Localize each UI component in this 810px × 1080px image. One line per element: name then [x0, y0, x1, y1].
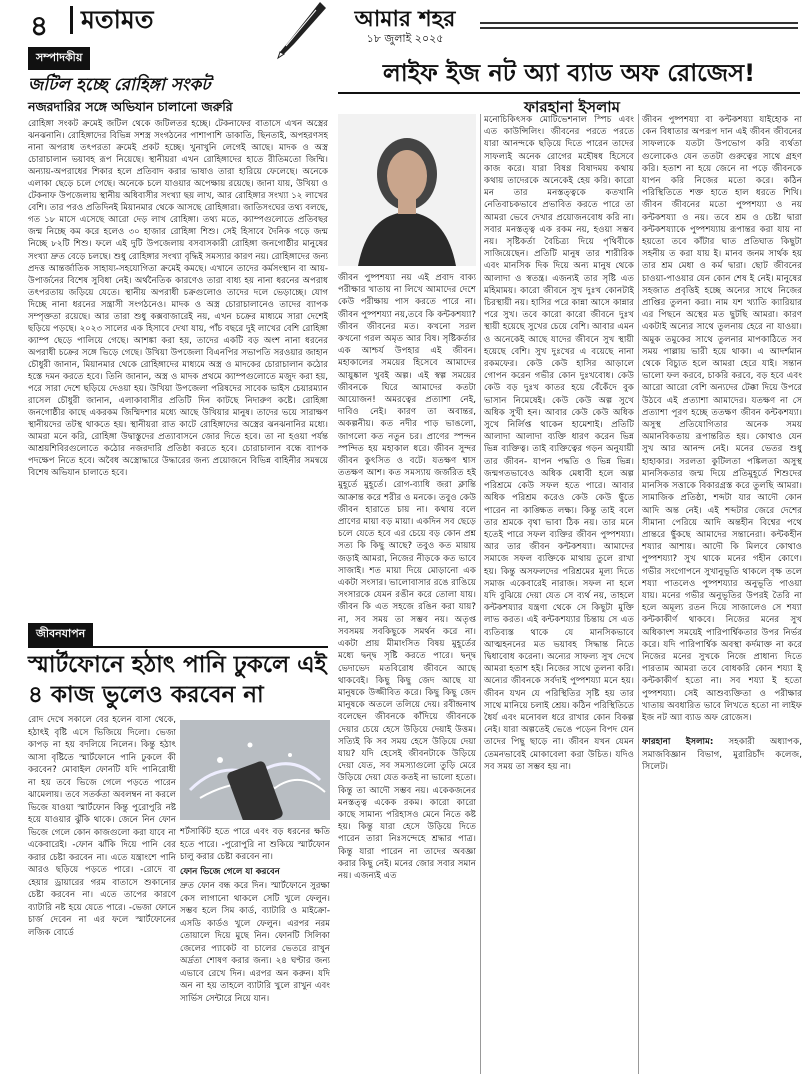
- phone-splash-photo: [180, 720, 330, 820]
- lifestyle-rule: [28, 646, 328, 648]
- newspaper-name: আমার শহর: [354, 6, 456, 32]
- lifestyle-label: জীবনযাপন: [28, 623, 93, 646]
- article-title-rule: [338, 92, 800, 94]
- lifestyle-label-row: [28, 622, 328, 648]
- article-column-3-text: জীবন পুষ্পশয্যা বা কন্টকশয্যা যাইহোক না কেন বিধাতার অপরূপ দান এই জীবন জীবনের সাফল্যকে যতটা উপভোগ করি ব্যর্থতা গুলোকেও যেন ততটা গুরুত্বের সাথে গ্রহণ করি। হতাশ না হয়ে জেনে না পড়ে জীবনকে যাপন করি নিজের মতো করে। কঠিন পরিস্থিতিতে শক্ত হাতে হাল ধরতে শিখি। জীবন জীবনের মতো পুষ্পশয্যা ও নয় কন্টকশয্যা ও নয়। তবে শ্রম ও চেষ্টা দ্বারা কন্টকশয্যাকে পুষ্পশয্যায় রূপান্তর করা যায় না হয়তো তবে কাঁটার ঘাত প্রতিঘাত কিছুটা সহনীয় ত করা যায় ই। মানব জনম সার্থক হয় তার শ্রম মেধা ও কর্ম দ্বারা। ছোট জীবনের চাওয়া-পাওয়ার যেন কোন শেষ ই নেই। মানুষের সহজাত প্রবৃত্তিই হচ্ছে অন্যের সাথে নিজের প্রাপ্তির তুলনা করা। নাম যশ খ্যাতি ক্যারিয়ার এর পিছনে অস্থের মত ছুটছি আমরা। কারণ একটাই অন্যের সাথে তুলনায় হেরে না যাওয়া। অমুক তমুকের সাথে তুলনার মাপকাঠিতে সব সময় পাল্লায় ভারী হয়ে থাকা। এ আদর্শমান থেকে বিচ্যুত হলে আমরা হেরে যাই। সন্তান ভালো ফল করবে, চাকরি করবে, বড় হবে এবং আরো আরো বেশি অন্যদের টেক্কা দিয়ে উপরে উঠবে এই প্রত্যাশা আমাদের। যতক্ষণ না সে প্রত্যাশা পূরণ হচ্ছে ততক্ষণ জীবন কন্টকশয্যা। অসুস্থ প্রতিযোগিতার অনেক সময় অমানবিকতায় রূপান্তরিত হয়। কোথাও যেন সুখ আর আনন্দ নেই। মনের ভেতর শুধু হাহাকার। সরলতা কুটিলতা পঙ্কিলতা অসুস্থ মানসিকতার জন্ম দিয়ে প্রতিমুহূর্তে শিশুদের মানসিক সত্তাকে বিকারগ্রস্ত করে তুলছি আমরা। সামাজিক প্রতিষ্ঠা, শব্দটা যার আদৌ কোন আদি অন্ত নেই। এই শব্দটার জেরে দেশের সীমানা পেরিয়ে আদি অন্তহীন বিশ্বের পথে প্রান্তরে ছুঁকছে আমাদের সন্তানেরা। কন্টকহীন শয্যার আশায়। আদৌ কি মিলবে কোথাও পুষ্পশয্যা? সুখ থাকে মনের গহীন কোণে। গভীর সংগোপনে সুখানুভূতি থাকলে বৃক্ষ তলে শয্যা পাতলেও পুষ্পশয্যার অনুভূতি পাওয়া যায়। মনের গভীর অনুভূতির উপরই তৈরি না হলে অমূল্য রতন দিয়ে সাজালেও সে শয্যা কন্টকাকীর্ণ থাকবে। নিজের মনের সুখ অধিকাংশ সময়েই পারিপার্শ্বিকতার উপর নির্ভর করে। যদি পারিপার্শ্বিক অবস্থা কর্দমাক্ত না করে নিজের মনের সুখকে নিজে প্রাধান্য দিতে পারতাম আমরা তবে বোধকরি কোন শয্যা ই কন্টকাকীর্ণ হতো না। সব শয্যা ই হতো পুষ্পশয্যা। সেই আশুব্যক্তিতা ও পরীক্ষার খাতায় অবধারিত ভাবে লিখতে হতো না লাইফ ইজ নট অ্যা ব্যাড অফ রোজেস।: [642, 115, 802, 723]
- page-number: ৪: [30, 9, 49, 42]
- section-title: মতামত: [70, 6, 154, 34]
- publication-date: ১৮ জুলাই ২০২৫: [366, 32, 444, 45]
- author-portrait: [338, 114, 476, 266]
- lifestyle-title: স্মার্টফোনে হঠাৎ পানি ঢুকলে এই ৪ কাজ ভুলেও করবেন না: [28, 652, 327, 708]
- column-divider: [638, 114, 639, 1074]
- author-avatar-icon: [338, 114, 476, 266]
- editorial-title: জটিল হচ্ছে রোহিঙ্গা সংকট: [28, 75, 211, 95]
- article-column-1: জীবন পুষ্পশয্যা নয় এই প্রবাদ বাক্য পরীক্ষার খাতায় না লিখে আমাদের দেশে কেউ পরীক্ষায় পাস করতে পারে না। জীবন পুষ্পশয্যা নয়,তবে কি কন্টকশয্যা? জীবন জীবনের মত। কখনো সরল কখনো গরল অমৃত আর বিষ। সৃষ্টিকর্তার এক আশ্চর্য উপহার এই জীবন। মহাকালের সময়ের হিসেবে আমাদের আয়ুষ্কাল খুবই অল্প। এই স্বল্প সময়ের জীবনকে ঘিরে আমাদের কতটা আয়োজন! অমরত্বের প্রত্যাশা নেই, দাবিও নেই। কারণ তা অবান্তর, অকল্পনীয়। কত নদীর পাড় ভাঙলো, জাগলো কত নতুন চর। প্রাণের স্পন্দন স্পন্দিত হয় মহাকাল ধরে। জীবন সুন্দর জীবন কুৎসিত ও বটে। যতক্ষণ শ্বাস ততক্ষণ আশ। কত সমস্যায় জর্জরিত হই মুহূর্তে মুহূর্তে। রোগ-ব্যাধি জরা ক্লান্তি আক্রান্ত করে শরীর ও মনকে। তবুও কেউ জীবন হারাতে চায় না। কথায় বলে প্রাণের মায়া বড় মায়া। একদিন সব ছেড়ে চলে যেতে হবে এর চেয়ে বড় কোন প্রশ্ন সত্য কি কিছু আছে? তবুও কত মায়ায় জড়াই আমরা, নিজের নীড়কে কত ভাবে সাজাই। শত মায়া দিয়ে মোড়ানো এক একটা সংসার। ভালোবাসার রঙে রাঙিয়ে সংসারকে যেমন রঙীন করে তোলা যায়। জীবন কি এত সহজে রঙিন করা যায়? না, সব সময় তা সম্ভব নয়। অতৃপ্ত সবসময় সবকিছুকে সমর্থন করে না। একটা প্রায় মীমাংসিত বিষয় মুহূর্তের মধ্যে দ্বন্দ্ব সৃষ্টি করতে পারে। দ্বন্দ্ব ভেদাভেদ মতবিরোধ জীবনে আছে থাকবেই। কিছু কিছু জেদ আছে যা মানুষকে উজ্জীবিত করে। কিছু কিছু জেদ মানুষকে অতলে তলিয়ে দেয়। রবীন্দ্রনাথ বলেছেন জীবনকে কাঁদিয়ে জীবনকে দেয়ার চেয়ে হেসে উড়িয়ে দেয়াই উত্তম। সত্যিই কি সব সময় হেসে উড়িয়ে দেয়া যায়? যদি হেসেই জীবনটাকে উড়িয়ে দেয়া যেত, সব সমস্যাগুলো তুড়ি মেরে উড়িয়ে দেয়া যেত কতই না ভালো হতো। কিন্তু তা আদৌ সম্ভব নয়। একেকজনের মনস্তত্ত্ব একেক রকম। কারো কারো কাছে সামান্য পরিহাসও মেনে নিতে কষ্ট হয়। কিন্তু যারা হেসে উড়িয়ে দিতে পারেন তারা নিঃসন্দেহে শ্রদ্ধার পাত্র। কিন্তু যারা পারেন না তাদের অবজ্ঞা করার কিছু নেই। মনের জোর সবার সমান নয়। এজন্যই এত: [338, 273, 476, 881]
- lifestyle-text-2: দ্রুত ফোন বন্ধ করে দিন। স্মার্টফোনে সুরক্ষা কেস লাগানো থাকলে সেটি খুলে ফেলুন। সম্ভব হলে সিম কার্ড, ব্যাটারি ও মাইক্রো-এসডি কার্ডও খুলে ফেলুন। এরপর নরম তোয়ালে দিয়ে মুছে নিন। ফোনটি সিলিকা জেলের প্যাকেট বা চালের ভেতরে রাখুন অর্দ্রতা শোষণ করার জন্য। ২৪ ঘণ্টার জন্য এভাবে রেখে দিন। এরপর অন করুন। যদি অন না হয় তাহলে ব্যাটারি খুলে রাখুন এবং সার্ভিস সেন্টারে নিয়ে যান।: [180, 881, 330, 1004]
- article-column-3: [642, 114, 802, 1076]
- lifestyle-text-1: শর্টসার্কিট হতে পারে এবং বড় ধরনের ক্ষতি হতে পারে। -পুরোপুরি না শুকিয়ে স্মার্টফোন চালু করার চেষ্টা করবেন না।: [180, 827, 330, 862]
- editorial-section: [28, 46, 328, 638]
- phone-in-water-icon: [180, 720, 330, 820]
- article-author: ফারহানা ইসলাম: [524, 98, 620, 116]
- page-header: [0, 0, 810, 46]
- header-rules: [480, 22, 798, 36]
- lifestyle-intro: রোদ দেখে সকালে বের হলেন বাসা থেকে, হঠাৎই বৃষ্টি এসে ভিজিয়ে দিলো। ভেজা কাপড় না হয় বদলিয়ে নিলেন। কিন্তু হঠাৎ আসা বৃষ্টিতে স্মার্টফোনে পানি ঢুকলে কী করবেন? মোবাইল ফোনটি যদি পানিরোধী না হয় তবে ভিজে গেলে পড়তে পারেন ঝামেলায়। তবে সতর্কতা অবলম্বন না করলে ভিজে যাওয়া স্মার্টফোন কিন্তু পুরোপুরি নষ্ট হয়ে যাওয়ার ঝুঁকি থাকে। জেনে নিন ফোন ভিজে গেলে কোন কাজগুলো করা যাবে না একেবারেই। -ফোন ঝাঁকি দিয়ে পানি বের করার চেষ্টা করবেন না। এতে যন্ত্রাংশে পানি আরও ছড়িয়ে পড়তে পারে। -রোদে বা হেয়ার ড্রায়ারের গরম বাতাসে শুকানোর চেষ্টা করবেন না। এতে তাপের কারণে ব্যাটারি নষ্ট হয়ে যেতে পারে। -ভেজা ফোনে চার্জ দেবেন না এর ফলে স্মার্টফোনের লজিক বোর্ডে: [28, 715, 176, 938]
- author-bio-name: ফারহানা ইসলাম:: [642, 737, 714, 748]
- editorial-subtitle: নজরদারির সঙ্গে অভিযান চালানো জরুরি: [28, 99, 233, 114]
- author-bio-text: সহকারী অধ্যাপক, সমাজবিজ্ঞান বিভাগ, মুরারিচাঁদ কলেজ, সিলেট।: [642, 737, 802, 772]
- editorial-label: সম্পাদকীয়: [28, 47, 90, 70]
- column-divider: [480, 114, 481, 1074]
- editorial-body: রোহিঙ্গা সংকট ক্রমেই জটিল থেকে জটিলতর হচ্ছে। টেকনাফের বাতাসে এখন অস্ত্রের ঝনঝনানি। রোহিঙ্গাদের বিভিন্ন সশস্ত্র সংগঠনের পাশাপাশি ডাকাতি, ছিনতাই, অপহরণসহ নানা অপরাধ তৎপরতা ক্রমেই প্রকট হচ্ছে। খুনাখুনি লেগেই আছে। মাদক ও অস্ত্র চোরাচালান ভয়াবহ রূপ নিয়েছে। স্থানীয়রা এখন রোহিঙ্গাদের হাতে রীতিমতো জিম্মি। অন্যায়-অপরাধের শিকার হলে প্রতিবাদ করার ভাষাও তারা হারিয়ে ফেলেছে। অনেকে এলাকা ছেড়ে চলে গেছে। অনেকে চলে যাওয়ার অপেক্ষায় রয়েছে। জানা যায়, উখিয়া ও টেকনাফ উপজেলায় স্থানীয় অধিবাসীর সংখ্যা ছয় লাখ, আর রোহিঙ্গার সংখ্যা ১২ লাখের বেশি। তার পরও প্রতিদিনই মিয়ানমার থেকে আসছে রোহিঙ্গারা। জাতিসংঘের তথ্য বলছে, গত ১৮ মাসে এসেছে আরো দেড় লাখ রোহিঙ্গা। তথ্য মতে, ক্যাম্পগুলোতে প্রতিবছর জন্ম নিচ্ছে কম করে হলেও ৩০ হাজার রোহিঙ্গা শিশু। সেই হিসাবে দৈনিক গড়ে জন্ম নিচ্ছে ৮২টি শিশু। ফলে এই দুটি উপজেলায় বসবাসকারী রোহিঙ্গা জনগোষ্ঠীর মানুষের সংখ্যা দ্রুত বেড়ে চলছে। শুধু রোহিঙ্গার সংখ্যা বৃদ্ধিই সমস্যার কারণ নয়। রোহিঙ্গাদের জন্য প্রদত্ত আন্তর্জাতিক সাহায্য-সহযোগিতা ক্রমেই কমছে। এখানে তাদের কর্মসংস্থান বা আয়-উপার্জনের বিশেষ সুবিধা নেই। অর্থনৈতিক কারণেও তারা বাধ্য হয় নানা ধরনের অপরাধ তৎপরতায় জড়িয়ে যেতে। স্থানীয় অপরাধী চক্রগুলোও তাদের দলে ভেড়াচ্ছে। যোগ দিচ্ছে নানা ধরনের সন্ত্রাসী সংগঠনেও। মাদক ও অস্ত্র চোরাচালানেও তাদের ব্যাপক সম্পৃক্ততা রয়েছে। আর তারা শুধু কক্সবাজারেই নয়, এখন চক্রের মাধ্যমে সারা দেশেই ছড়িয়ে পড়ছে। ২০২৩ সালের এক হিসাবে দেখা যায়, পাঁচ বছরে দুই লাখের বেশি রোহিঙ্গা ক্যাম্প ছেড়ে পালিয়ে গেছে। আশঙ্কা করা হয়, তাদের একটি বড় অংশ নানা ধরনের অপরাধী চক্রের সঙ্গে ভিড়ে গেছে। উখিয়া উপজেলা বিএনপির সভাপতি সরওয়ার জাহান চৌধুরী জানান, মিয়ানমার থেকে রোহিঙ্গাদের মাধ্যমে অস্ত্র ও মাদকের চোরাচালান কঠোর হস্তে দমন করতে হবে। তিনি জানান, অস্ত্র ও মাদক প্রথমে ক্যাম্পগুলোতে মজুদ করা হয়, পরে সারা দেশে ছড়িয়ে দেওয়া হয়। উখিয়া উপজেলা পরিষদের সাবেক ভাইস চেয়ারম্যান রাসেল চৌধুরী জানান, এলাকাবাসীর প্রতিটি দিন কাটছে নিদারুণ কষ্টে। রোহিঙ্গা জনগোষ্ঠীর কাছে একরকম জিম্মিদশার মধ্যে আছে উখিয়ার মানুষ। তাদের ভয়ে সারাক্ষণ স্থানীয়দের তটস্থ থাকতে হয়। স্থানীয়রা রাত কাটে রোহিঙ্গাদের অস্ত্রের ঝনঝনানির মধ্যে। আমরা মনে করি, রোহিঙ্গা উদ্বাস্তুদের প্রত্যাবাসনে জোর দিতে হবে। তা না হওয়া পর্যন্ত আশ্রয়শিবিরগুলোতে কঠোর নজরদারি প্রতিষ্ঠা করতে হবে। চোরাচালান বন্ধে ব্যাপক পদক্ষেপ নিতে হবে। অবৈধ অস্ত্রোদ্ধারে উদ্ধারের জন্য প্রয়োজনে বিভিন্ন বাহিনীর সমন্বয়ে বিশেষ অভিযান চালাতে হবে।: [28, 119, 328, 479]
- article-column-2: মনোচিকিৎসক মোটিভেশনাল স্পিচ এবং এত কাউন্সিলিং। জীবনের পরতে পরতে যারা আনন্দকে ছড়িয়ে দিতে পারেন তাদের সাফল্যই অনেক রোগের মহৌষধ হিসেবে কাজ করে। যারা বিষণ্ণ বিষাদময় কথায় কথায় তাদেরকে অনেকেই হেয় করি। কারো মন তার মনস্তত্ত্বকে কতখানি নেতিবাচকভাবে প্রভাবিত করতে পারে তা আমরা ভেবে দেখার প্রয়োজনবোধ করি না। সবার মনস্তত্ত্ব এক রকম নয়, হওয়া সম্ভব নয়। সৃষ্টিকর্তা বৈচিত্র্য দিয়ে পৃথিবীকে সাজিয়েছেন। প্রতিটি মানুষ তার শারীরিক এবং মানসিক দিক দিয়ে অন্য মানুষ থেকে আলাদা ও স্বতন্ত্র। এজন্যই তার সৃষ্টি এত মহিমাময়। কারো জীবনে সুখ দুঃখ কোনটাই চিরস্থায়ী নয়। হাসির পরে কান্না আসে কান্নার পরে সুখ। তবে কারো কারো জীবনে দুঃখ স্থায়ী হয়েছে সুখের চেয়ে বেশি। আবার এমন ও অনেকেই আছে যাদের জীবনে সুখ স্থায়ী হয়েছে বেশি। সুখ দুঃখের এ বয়েছে নানা রকমফের। কেউ কেউ হাসির আড়ালে গোপন করেন গভীর কোন দুঃখবোধ। কেউ কেউ বড় দুঃখ কাতর হয়ে বেঁকেঁদে বুক ভাসান নিমেষেই। কেউ কেউ অল্প সুখে অধিক সুখী হন। আবার কেউ কেউ অধিক সুখে নির্লিপ্ত থাকেন হামেশাই। প্রতিটি আলাদা আলাদা ব্যক্তি ধারণ করেন ভিন্ন ভিন্ন ব্যক্তিত্ব। তাই ব্যক্তিত্বের গড়ন অনুযায়ী তার জীবন- যাপন পদ্ধতি ও ভিন্ন ভিন্ন। জন্মগতভাবেও অধিক মেধাবী হলে অল্প পরিশ্রমে কেউ সফল হতে পারে। আবার অধিক পরিশ্রম করেও কেউ কেউ ছুঁতে পারেন না কাঙ্ক্ষিত লক্ষ্য। কিন্তু তাই বলে তার শ্রমকে বৃথা ভাবা ঠিক নয়। তার মনে হতেই পারে সফল ব্যক্তির জীবন পুষ্পশয্যা। আর তার জীবন কন্টকশয্যা। আমাদের সমাজে সফল ব্যক্তিকে মাথায় তুলে রাখা হয়। কিন্তু অসফলদের পরিশ্রমের মূল্য দিতে সমাজ একেবারেই নারাজ। সফল না হলে যদি বুঝিয়ে দেয়া যেত সে ব্যর্থ নয়, তাহলে কন্টকশয্যার যন্ত্রণা থেকে সে কিছুটা মুক্তি লাভ করত। এই কন্টকশয্যার চিন্তায় সে এত ব্যতিব্যস্ত থাকে যে মানসিকভাবে আত্মহননের মত ভয়াবহ সিদ্ধান্ত নিতে দ্বিধাবোধ করেনা। অন্যের সাফল্য সুখ দেখে আমরা হতাশ হই। নিজের সাথে তুলনা করি। অন্যের জীবনকে সর্বদাই পুষ্পশয্যা মনে হয়। জীবন যখন যে পরিস্থিতির সৃষ্টি হয় তার সাথে মানিয়ে চলাই শ্রেয়। কঠিন পরিস্থিতিতে ধৈর্য এবং মনোবল ধরে রাখার কোন বিকল্প নেই। যারা অল্পতেই ভেঙে পড়েন বিপদ যেন তাদের পিছু ছাড়ে না। জীবন যখন যেমন তেমনভাবেই মোকাবেলা করা উচিত। যদিও সব সময় তা সম্ভব হয় না।: [484, 115, 634, 772]
- lifestyle-right-text: [180, 826, 330, 1076]
- lifestyle-subhead: ফোন ভিজে গেলে যা করবেন: [180, 866, 280, 877]
- article-title: লাইফ ইজ নট অ্যা ব্যাড অফ রোজেস!: [382, 59, 756, 87]
